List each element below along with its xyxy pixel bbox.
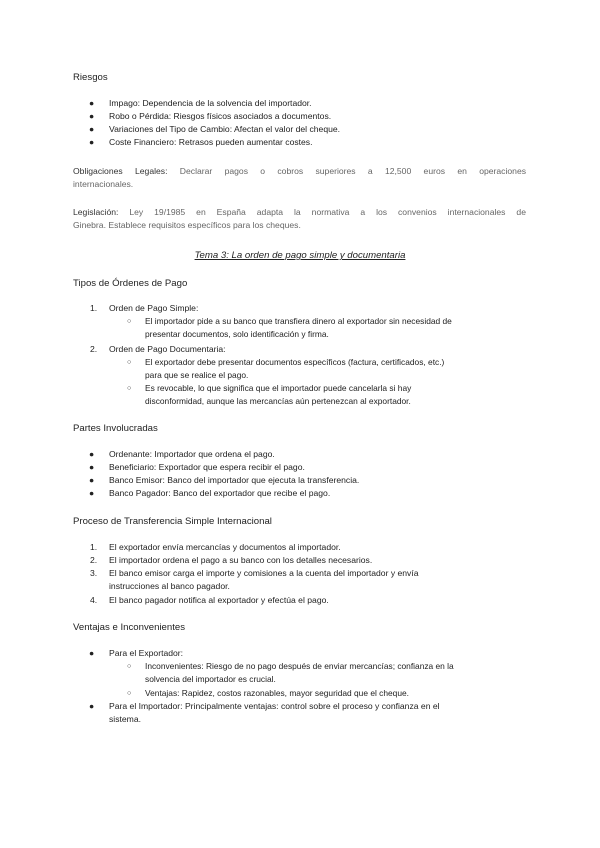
list-item: 2. El importador ordena el pago a su banco con los detalles necesarios.	[90, 555, 373, 565]
ventajas-heading: Ventajas e Inconvenientes	[73, 622, 186, 633]
bullet-icon: ●	[89, 124, 95, 134]
list-item: 1. Orden de Pago Simple:	[90, 303, 199, 313]
circle-bullet-icon: ○	[127, 690, 132, 697]
sub-list-item: ○ El importador pide a su banco que transfiera dinero al exportador sin necesidad de presentar documentos, solo identificación y firma.	[127, 316, 452, 339]
list-item: 1. El exportador envía mercancías y documentos al importador.	[90, 542, 341, 552]
sub-list-item: ○ Ventajas: Rapidez, costos razonables, mayor seguridad que el cheque.	[127, 688, 409, 698]
obligaciones-paragraph: Obligaciones Legales: Declarar pagos o cobros superiores a 12,500 euros en operaciones internacionales.	[73, 166, 527, 189]
bullet-icon: ●	[89, 111, 95, 121]
list-item-continuation: sistema.	[109, 714, 141, 724]
section-title: Tema 3: La orden de pago simple y documentaria	[194, 250, 406, 261]
tipos-heading: Tipos de Órdenes de Pago	[73, 278, 188, 289]
list-item: ● Banco Pagador: Banco del exportador que recibe el pago.	[89, 488, 331, 498]
bullet-icon: ●	[89, 449, 95, 459]
list-item: ● Banco Emisor: Banco del importador que ejecuta la transferencia.	[89, 475, 360, 485]
bullet-icon: ●	[89, 137, 95, 147]
circle-bullet-icon: ○	[127, 318, 132, 325]
bullet-icon: ●	[89, 488, 95, 498]
legislacion-label: Legislación:	[73, 207, 119, 217]
riesgos-heading: Riesgos	[73, 72, 108, 83]
list-item: 2. Orden de Pago Documentaria:	[90, 344, 226, 354]
legislacion-paragraph: Legislación: Ley 19/1985 en España adapta la normativa a los convenios internacionales de Ginebra. Establece requisitos específicos para los cheques.	[73, 207, 526, 230]
proceso-heading: Proceso de Transferencia Simple Internacional	[73, 516, 272, 527]
bullet-icon: ●	[89, 462, 95, 472]
sub-list-item: ○ El exportador debe presentar documentos específicos (factura, certificados, etc.) para que se realice el pago.	[127, 357, 445, 380]
list-item: ● Para el Exportador:	[89, 648, 184, 658]
list-item: ● Variaciones del Tipo de Cambio: Afectan el valor del cheque.	[89, 124, 341, 134]
sub-list-item: ○ Inconvenientes: Riesgo de no pago después de enviar mercancías; confianza en la solvencia del importador es crucial.	[127, 661, 454, 684]
list-item: 3. El banco emisor carga el importe y comisiones a la cuenta del importador y envía	[90, 568, 419, 578]
bullet-icon: ●	[89, 475, 95, 485]
list-item: ● Ordenante: Importador que ordena el pago.	[89, 449, 275, 459]
list-item: ● Para el Importador: Principalmente ventajas: control sobre el proceso y confianza en el	[89, 701, 440, 711]
circle-bullet-icon: ○	[127, 359, 132, 366]
bullet-icon: ●	[89, 648, 95, 658]
list-item: 4. El banco pagador notifica al exportador y efectúa el pago.	[90, 595, 329, 605]
circle-bullet-icon: ○	[127, 385, 132, 392]
obligaciones-label: Obligaciones Legales:	[73, 166, 168, 176]
list-item: ● Coste Financiero: Retrasos pueden aumentar costes.	[89, 137, 313, 147]
list-item: ● Robo o Pérdida: Riesgos físicos asociados a documentos.	[89, 111, 332, 121]
sub-list-item: ○ Es revocable, lo que significa que el importador puede cancelarla si hay disconformidad, aunque las mercancías aún pertenezcan al exportador.	[127, 383, 412, 406]
circle-bullet-icon: ○	[127, 663, 132, 670]
list-item: ● Impago: Dependencia de la solvencia del importador.	[89, 98, 312, 108]
bullet-icon: ●	[89, 98, 95, 108]
list-item: ● Beneficiario: Exportador que espera recibir el pago.	[89, 462, 305, 472]
list-item-continuation: instrucciones al banco pagador.	[109, 581, 230, 591]
bullet-icon: ●	[89, 701, 95, 711]
partes-heading: Partes Involucradas	[73, 423, 158, 434]
